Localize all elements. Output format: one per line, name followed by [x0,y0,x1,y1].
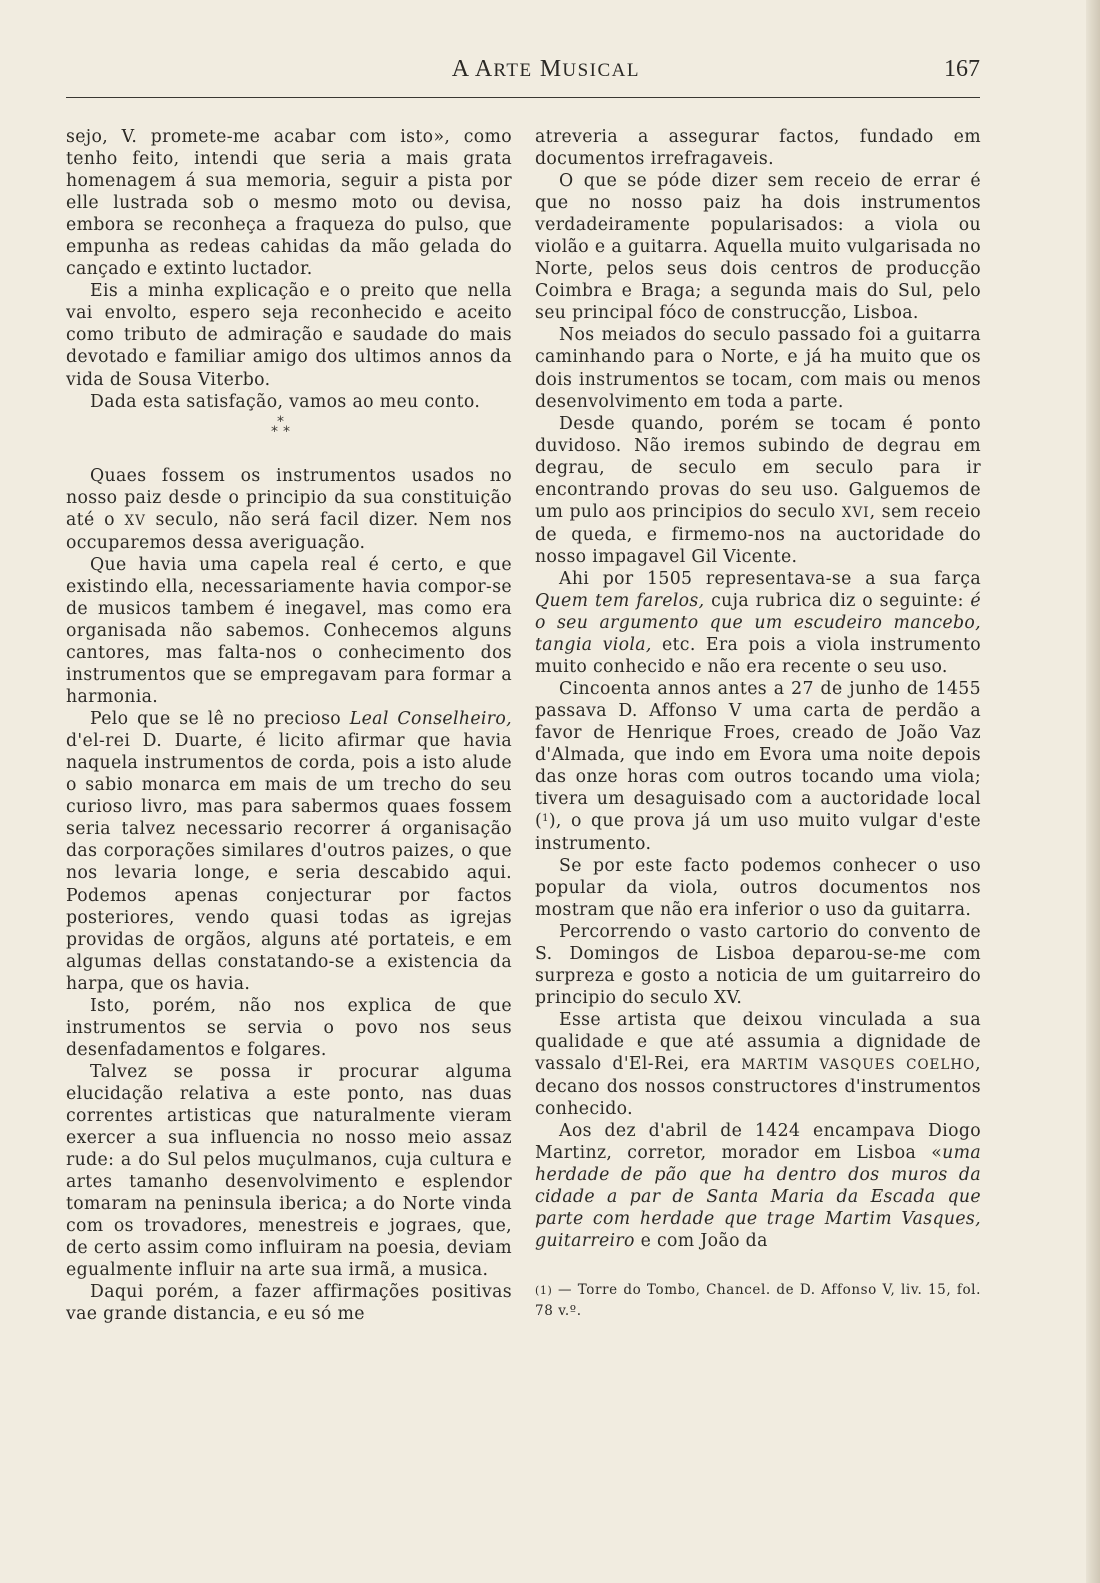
text-run: Pelo que se lê no precioso [90,709,342,730]
paragraph [535,568,981,678]
paragraph [66,708,512,995]
text-run: etc. Era pois a viola instrumento muito conhecido e não era recente o seu uso. [535,635,981,678]
paragraph [535,1120,981,1252]
paragraph: Que havia uma capela real é certo, e que existindo ella, necessariamente havia compor-se de musicos tambem é inegavel, mas como era organisada não sabemos. Conhecemos alguns cantores, mas falta-nos o conhecimento dos instrumentos que se empregavam para formar a harmonia. [66,554,512,708]
title-part: RTE [493,60,533,81]
title-part: M [539,56,563,82]
person-name: MARTIM VASQUES COELHO [741,1056,976,1073]
paragraph: Talvez se possa ir procurar alguma elucidação relativa a este ponto, nas duas correntes artisticas que naturalmente vieram exercer a sua influencia no nosso meio assaz rude: a do Sul pelos muçulmanos, cuja cultura e artes tamanho desenvolvimento e esplendor tomaram na peninsula iberica; a do Norte vinda com os trovadores, menestreis e jograes, que, de certo assim como influiram na poesia, deviam egualmente influir na arte sua irmã, a musica. [66,1061,512,1281]
text-run: Cincoenta annos antes a 27 de junho de 1455 passava D. Affonso V uma carta de perdão a favor de Henrique Froes, creado de João Vaz d'Almada, que indo em Evora uma noite depois das onze horas com outros tocando uma viola; tivera um desaguisado com a auctoridade local ( [535,679,981,832]
paragraph [535,413,981,568]
page-edge-shadow [1086,0,1100,1583]
text-run: ), o que prova já um uso muito vulgar d'este instrumento. [535,811,981,854]
title-part: A [451,56,469,82]
footnote-text: — Torre do Tombo, Chancel. de D. Affonso V, liv. 15, fol. 78 v.º. [535,1282,981,1320]
footnote [535,1280,981,1321]
running-header [66,56,980,88]
asterism-star: * [271,423,278,440]
header-rule [66,97,980,98]
asterism-star: * [277,413,284,430]
paragraph: Daqui porém, a fazer affirmações positivas vae grande distancia, e eu só me [66,1282,512,1325]
text-run: d'el-rei D. Duarte, é licito afirmar que havia naquela instrumentos de corda, pois a isto alude o sabio monarca em mais de um trecho do seu curioso livro, mas para sabermos quaes fossem seria talvez necessario recorrer á organisação das corporações similares d'outros paizes, o que nos levaria longe, e seria descabido aqui. Podemos apenas conjecturar por factos posteriores, vendo quasi todas as igrejas providas de orgãos, alguns até portateis, e em algumas dellas constatando-se a existencia da harpa, que os havia. [66,731,512,994]
book-title: Leal Conselheiro, [349,709,513,730]
paragraph: sejo, V. promete-me acabar com isto», como tenho feito, intendi que seria a mais grata homenagem á sua memoria, seguir a pista por elle lustrada sob o mesmo moto ou devisa, embora se reconheça a fraqueza do pulso, que empunha as redeas cahidas da mão gelada do cançado e extinto luctador. [66,127,512,280]
play-title: Quem tem farelos, [535,590,705,611]
footnote-reference: 1 [542,813,549,825]
text-run: Ahi por 1505 representava-se a sua farça [559,568,981,589]
paragraph: Nos meiados do seculo passado foi a guitarra caminhando para o Norte, e já ha muito que os dois instrumentos se tocam, com mais ou menos desenvolvimento em toda a parte. [535,325,981,412]
text-run: , sem receio de queda, e firmemo-nos na auctoridade do nosso impagavel Gil Vicente. [535,501,981,567]
footnote-mark: (1) [535,1284,553,1298]
paragraph [535,1009,981,1120]
roman-numeral: XVI [841,504,870,521]
paragraph [535,678,981,854]
asterism [66,413,512,465]
title-part: A [474,56,494,82]
text-run: cuja rubrica diz o seguinte: [711,590,964,611]
text-run: , decano dos nossos constructores d'instrumentos conhecido. [535,1053,982,1120]
title-part: USICAL [562,60,640,81]
paragraph: Percorrendo o vasto cartorio do convento de S. Domingos de Lisboa deparou-se-me com surpreza e gosto a noticia de um guitarreiro do principio do seculo XV. [535,921,981,1008]
right-column [535,126,981,1321]
asterism-star: * [283,423,290,440]
paragraph: atreveria a assegurar factos, fundado em documentos irrefragaveis. [535,127,981,170]
paragraph [66,465,512,554]
running-title [452,56,640,83]
page-number: 167 [944,56,980,82]
paragraph: Eis a minha explicação e o preito que nella vai envolto, espero seja reconhecido e aceito como tributo de admiração e saudade do mais devotado e familiar amigo dos ultimos annos da vida de Sousa Viterbo. [66,281,512,390]
text-run: Desde quando, porém se tocam é ponto duvidoso. Não iremos subindo de degrau em degrau, de seculo em seculo para ir encontrando provas do seu uso. Galguemos de um pulo aos principios do seculo [535,413,981,522]
roman-numeral: XV [124,512,146,529]
text-run: e com João da [640,1231,768,1252]
text-run: Quaes fossem os instrumentos usados no nosso paiz desde o principio da sua constituição até o [66,465,512,530]
paragraph: Se por este facto podemos conhecer o uso popular da viola, outros documentos nos mostram que não era inferior o uso da guitarra. [535,855,981,920]
left-column [66,126,512,1325]
paragraph: O que se póde dizer sem receio de errar é que no nosso paiz ha dois instrumentos verdadeiramente popularisados: a viola ou violão e a guitarra. Aquella muito vulgarisada no Norte, pelos seus dois centros de producção Coimbra e Braga; a segunda mais do Sul, pelo seu principal fóco de construcção, Lisboa. [535,171,981,324]
quoted-deed: uma herdade de pão que ha dentro dos muros da cidade a par de Santa Maria da Escada que parte com herdade que trage Martim Vasques, guitarreiro [535,1143,981,1252]
text-run: Aos dez d'abril de 1424 encampava Diogo Martinz, corretor, morador em Lisboa « [535,1121,981,1164]
paragraph: Dada esta satisfação, vamos ao meu conto. [90,391,481,412]
text-run: seculo, não será facil dizer. Nem nos occuparemos dessa averiguação. [66,509,513,553]
quoted-rubric: é o seu argumento que um escudeiro mancebo, tangia viola, [535,590,981,656]
text-run: Esse artista que deixou vinculada a sua qualidade e que até assumia a dignidade de vassalo d'El-Rei, era [535,1009,981,1074]
paragraph: Isto, porém, não nos explica de que instrumentos se servia o povo nos seus desenfadamentos e folgares. [66,995,512,1060]
